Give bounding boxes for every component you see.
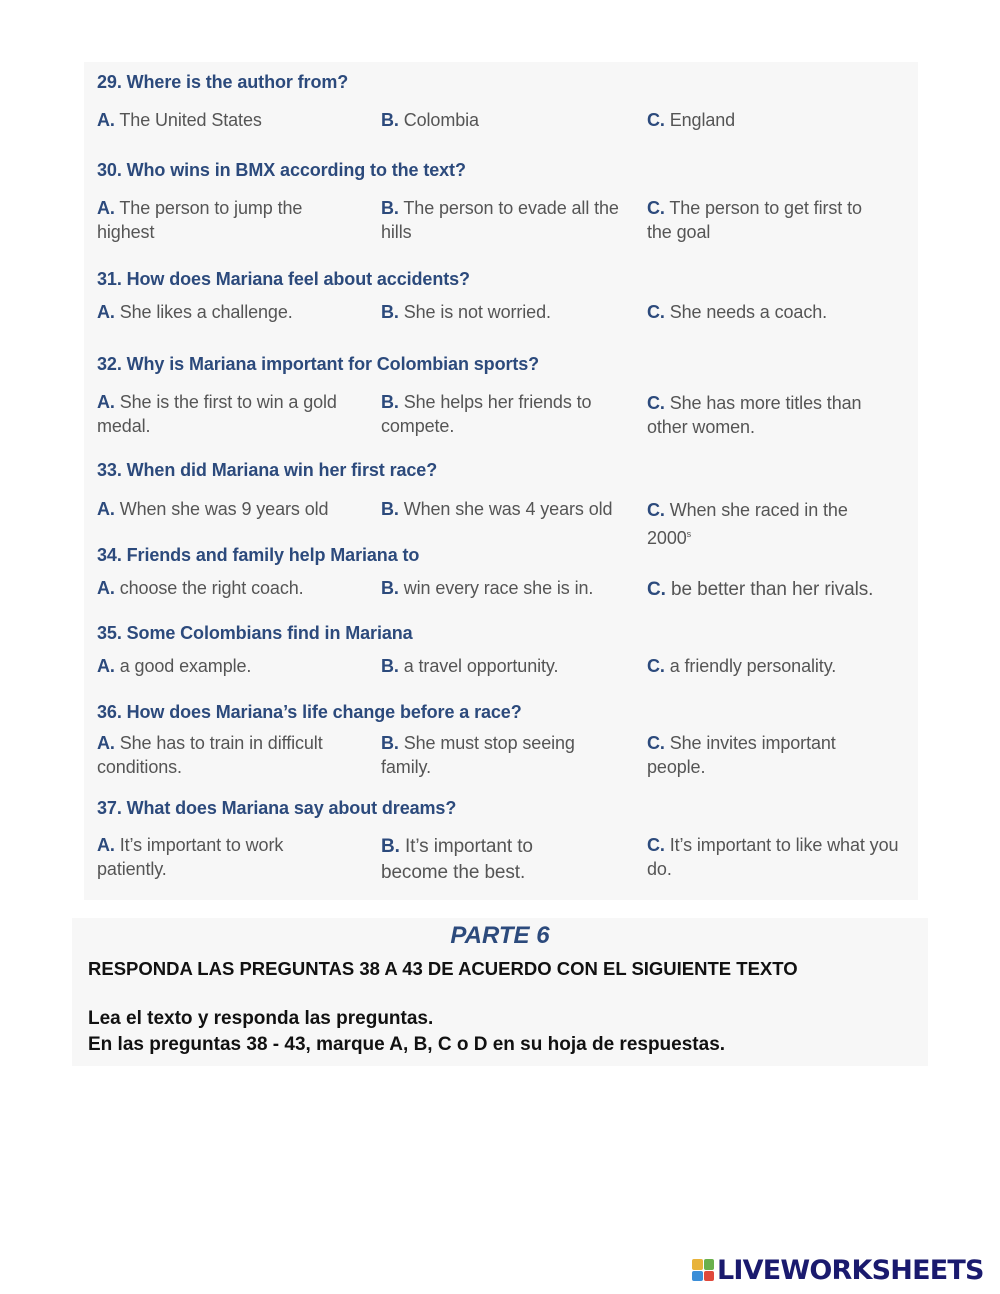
q36-option-b[interactable]: B. She must stop seeing family. bbox=[381, 733, 575, 777]
question-30: 30. Who wins in BMX according to the text? bbox=[97, 160, 466, 180]
q37-option-c[interactable]: C. It’s important to like what you do. bbox=[647, 835, 899, 879]
question-31: 31. How does Mariana feel about accidents? bbox=[97, 269, 470, 289]
q33-option-b[interactable]: B. When she was 4 years old bbox=[381, 499, 613, 519]
question-33: 33. When did Mariana win her first race? bbox=[97, 460, 438, 480]
q31-option-c[interactable]: C. She needs a coach. bbox=[647, 302, 828, 322]
q35-option-b[interactable]: B. a travel opportunity. bbox=[381, 656, 559, 676]
question-32: 32. Why is Mariana important for Colombian sports? bbox=[97, 354, 540, 374]
q36-option-c[interactable]: C. She invites important people. bbox=[647, 733, 836, 777]
logo-text: LIVEWORKSHEETS bbox=[717, 1254, 984, 1286]
q35-option-c[interactable]: C. a friendly personality. bbox=[647, 656, 837, 676]
logo-mark-square bbox=[704, 1259, 715, 1270]
q33-option-a[interactable]: A. When she was 9 years old bbox=[97, 499, 329, 519]
q29-option-c[interactable]: C. England bbox=[647, 110, 736, 130]
question-37: 37. What does Mariana say about dreams? bbox=[97, 798, 457, 818]
part6-heading: RESPONDA LAS PREGUNTAS 38 A 43 DE ACUERDO CON EL SIGUIENTE TEXTO bbox=[88, 958, 798, 979]
part6-title: PARTE 6 bbox=[450, 922, 550, 949]
q31-option-b[interactable]: B. She is not worried. bbox=[381, 302, 551, 322]
logo-mark-square bbox=[692, 1271, 703, 1282]
q32-option-c[interactable]: C. She has more titles than other women. bbox=[647, 393, 862, 437]
q36-option-a[interactable]: A. She has to train in difficult conditions. bbox=[97, 733, 323, 777]
q35-option-a[interactable]: A. a good example. bbox=[97, 656, 252, 676]
question-34: 34. Friends and family help Mariana to bbox=[97, 545, 420, 565]
q34-option-a[interactable]: A. choose the right coach. bbox=[97, 578, 304, 598]
q30-option-a[interactable]: A. The person to jump the highest bbox=[97, 198, 303, 242]
liveworksheets-mark-icon bbox=[692, 1259, 714, 1281]
question-36: 36. How does Mariana’s life change before a race? bbox=[97, 702, 522, 722]
logo-mark-square bbox=[692, 1259, 703, 1270]
q32-option-a[interactable]: A. She is the first to win a gold medal. bbox=[97, 392, 337, 436]
q32-option-b[interactable]: B. She helps her friends to compete. bbox=[381, 392, 592, 436]
q31-option-a[interactable]: A. She likes a challenge. bbox=[97, 302, 293, 322]
question-29: 29. Where is the author from? bbox=[97, 72, 349, 92]
liveworksheets-logo bbox=[692, 1254, 984, 1286]
q30-option-c[interactable]: C. The person to get first to the goal bbox=[647, 198, 862, 242]
q34-option-c[interactable]: C. be better than her rivals. bbox=[647, 579, 874, 600]
logo-mark-square bbox=[704, 1271, 715, 1282]
part6-instruction-2: En las preguntas 38 - 43, marque A, B, C o D en su hoja de respuestas. bbox=[88, 1034, 726, 1055]
q34-option-b[interactable]: B. win every race she is in. bbox=[381, 578, 594, 598]
q29-option-a[interactable]: A. The United States bbox=[97, 110, 262, 130]
q30-option-b[interactable]: B. The person to evade all the hills bbox=[381, 198, 619, 242]
q37-option-a[interactable]: A. It’s important to work patiently. bbox=[97, 835, 284, 879]
part6-instruction-1: Lea el texto y responda las preguntas. bbox=[88, 1008, 434, 1029]
q33-option-c[interactable]: C. When she raced in the 2000$^s$ bbox=[647, 500, 848, 548]
q29-option-b[interactable]: B. Colombia bbox=[381, 110, 479, 130]
q37-option-b[interactable]: B. It’s important to become the best. bbox=[381, 836, 533, 883]
question-35: 35. Some Colombians find in Mariana bbox=[97, 623, 413, 643]
